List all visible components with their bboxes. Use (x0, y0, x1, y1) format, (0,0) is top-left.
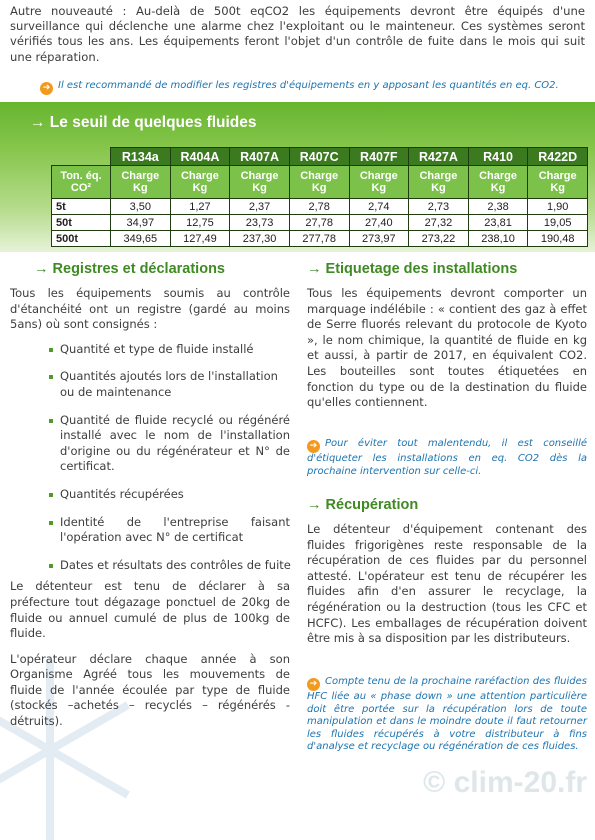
charge-kg-label: Charge Kg (289, 166, 349, 199)
charge-header-row (52, 166, 588, 199)
row-label: 5t (52, 199, 111, 215)
watermark: © clim-20.fr (423, 766, 587, 799)
table-cell: 23,73 (230, 215, 290, 231)
table-row (52, 199, 588, 215)
table-cell: 27,78 (289, 215, 349, 231)
registres-list (10, 342, 290, 574)
table-cell: 1,90 (528, 199, 588, 215)
charge-kg-label: Charge Kg (111, 166, 171, 199)
bullet-icon (49, 493, 53, 497)
table-row (52, 215, 588, 231)
table-cell: 19,05 (528, 215, 588, 231)
table-cell: 237,30 (230, 231, 290, 247)
table-cell: 23,81 (468, 215, 528, 231)
fluid-name: R407A (230, 148, 290, 166)
charge-kg-label: Charge Kg (170, 166, 230, 199)
arrow-circle-icon: ➔ (307, 678, 320, 691)
list-item: Quantité de fluide recyclé ou régénéré installé avec le nom de l'installation d'origine ou du régénérateur et N° de certificat. (49, 413, 290, 475)
table-cell: 27,40 (349, 215, 409, 231)
recuperation-title: → Récupération (307, 497, 419, 513)
bullet-icon (49, 419, 53, 423)
table-cell: 2,73 (409, 199, 469, 215)
table-cell: 12,75 (170, 215, 230, 231)
table-cell: 349,65 (111, 231, 171, 247)
intro-tip-text: Il est recommandé de modifier les registres d'équipements en y apposant les quantités en eq. CO2. (58, 80, 559, 91)
intro-tip (40, 80, 585, 95)
bullet-icon (49, 375, 53, 379)
charge-kg-label: Charge Kg (528, 166, 588, 199)
fluid-name: R404A (170, 148, 230, 166)
arrow-circle-icon: ➔ (40, 82, 53, 95)
fluid-name: R407F (349, 148, 409, 166)
fluid-name: R422D (528, 148, 588, 166)
fluid-header-row (52, 148, 588, 166)
table-cell: 2,37 (230, 199, 290, 215)
etiquetage-tip (307, 438, 587, 478)
registres-title: → Registres et déclarations (34, 261, 225, 277)
table-cell: 273,97 (349, 231, 409, 247)
etiquetage-tip-text: Pour éviter tout malentendu, il est conseillé d'étiqueter les installations en eq. CO2 dès la prochaine intervention sur celle-ci. (307, 438, 587, 477)
fluid-name: R427A (409, 148, 469, 166)
charge-kg-label: Charge Kg (230, 166, 290, 199)
list-item: Quantités récupérées (49, 487, 290, 503)
table-cell: 27,32 (409, 215, 469, 231)
table-cell: 273,22 (409, 231, 469, 247)
bullet-icon (49, 348, 53, 352)
list-item: Quantités ajoutés lors de l'installation ou de maintenance (49, 369, 290, 400)
fluid-name: R407C (289, 148, 349, 166)
table-cell: 34,97 (111, 215, 171, 231)
charge-kg-label: Charge Kg (409, 166, 469, 199)
list-item: Identité de l'entreprise faisant l'opération avec N° de certificat (49, 515, 290, 546)
table-cell: 2,78 (289, 199, 349, 215)
fluid-name: R410 (468, 148, 528, 166)
registres-declaration: Le détenteur est tenu de déclarer à sa préfecture tout dégazage ponctuel de 20kg de fluide ou annuel cumulé de plus de 100kg de fluide. (10, 579, 290, 641)
table-cell: 2,74 (349, 199, 409, 215)
etiquetage-title: → Etiquetage des installations (307, 261, 518, 277)
ton-eq-co2-label: Ton. éq. CO² (52, 166, 111, 199)
table-cell: 2,38 (468, 199, 528, 215)
seuil-title: → Le seuil de quelques fluides (30, 114, 257, 131)
recuperation-text: Le détenteur d'équipement contenant des fluides frigorigènes reste responsable de la récupération de ces fluides par du personnel attesté. L'opérateur est tenu de récupérer les fluides afin d'en assurer le recyclage, la régénération ou la destruction (tous les CFC et HCFC). Les emballages de récupération doivent être mis à sa disposition par les distributeurs. (307, 522, 587, 646)
table-cell: 277,78 (289, 231, 349, 247)
table-cell: 1,27 (170, 199, 230, 215)
registres-annual: L'opérateur déclare chaque année à son Organisme Agréé tous les mouvements de fluide de l'année écoulée par type de fluide (stockés –achetés – recyclés – régénérés - détruits). (10, 651, 290, 729)
charge-kg-label: Charge Kg (349, 166, 409, 199)
registres-intro: Tous les équipements soumis au contrôle d'étanchéité ont un registre (gardé au moins 5ans) où sont consignés : (10, 286, 290, 332)
list-item: Quantité et type de fluide installé (49, 342, 290, 358)
row-label: 500t (52, 231, 111, 247)
fluid-name: R134a (111, 148, 171, 166)
table-cell: 190,48 (528, 231, 588, 247)
etiquetage-text: Tous les équipements devront comporter un marquage indélébile : « contient des gaz à effet de Serre fluorés relevant du protocole de Kyoto », le nom chimique, la quantité de fluide en kg et aussi, à partir de 2017, en équivalent CO2. Les bouteilles sont toutes étiquetées en fonction du type ou de la destination du fluide qu'elles contiennent. (307, 286, 587, 410)
bullet-icon (49, 521, 53, 525)
intro-paragraph: Autre nouveauté : Au-delà de 500t eqCO2 les équipements devront être équipés d'une surveillance qui déclenche une alarme chez l'exploitant ou le mainteneur. Ces systèmes seront vérifiés tous les ans. Les équipements feront l'objet d'un contrôle de fuite dans le mois qui suit une réparation. (10, 4, 585, 64)
table-cell: 238,10 (468, 231, 528, 247)
charge-kg-label: Charge Kg (468, 166, 528, 199)
table-row (52, 231, 588, 247)
list-item: Dates et résultats des contrôles de fuite (49, 558, 290, 574)
table-cell: 3,50 (111, 199, 171, 215)
table-cell: 127,49 (170, 231, 230, 247)
registres-column (10, 286, 290, 730)
row-label: 50t (52, 215, 111, 231)
recuperation-tip (307, 676, 587, 754)
arrow-circle-icon: ➔ (307, 440, 320, 453)
recuperation-tip-text: Compte tenu de la prochaine raréfaction des fluides HFC liée au « phase down » une attention particulière doit être portée sur la récupération lors de toute manipulation et dans le moindre doute il faut retourner les fluides récupérés à votre distributeur à fins d'analyse et recyclage ou régénération de ces fluides. (307, 676, 587, 753)
seuil-table (51, 147, 588, 247)
bullet-icon (49, 564, 53, 568)
